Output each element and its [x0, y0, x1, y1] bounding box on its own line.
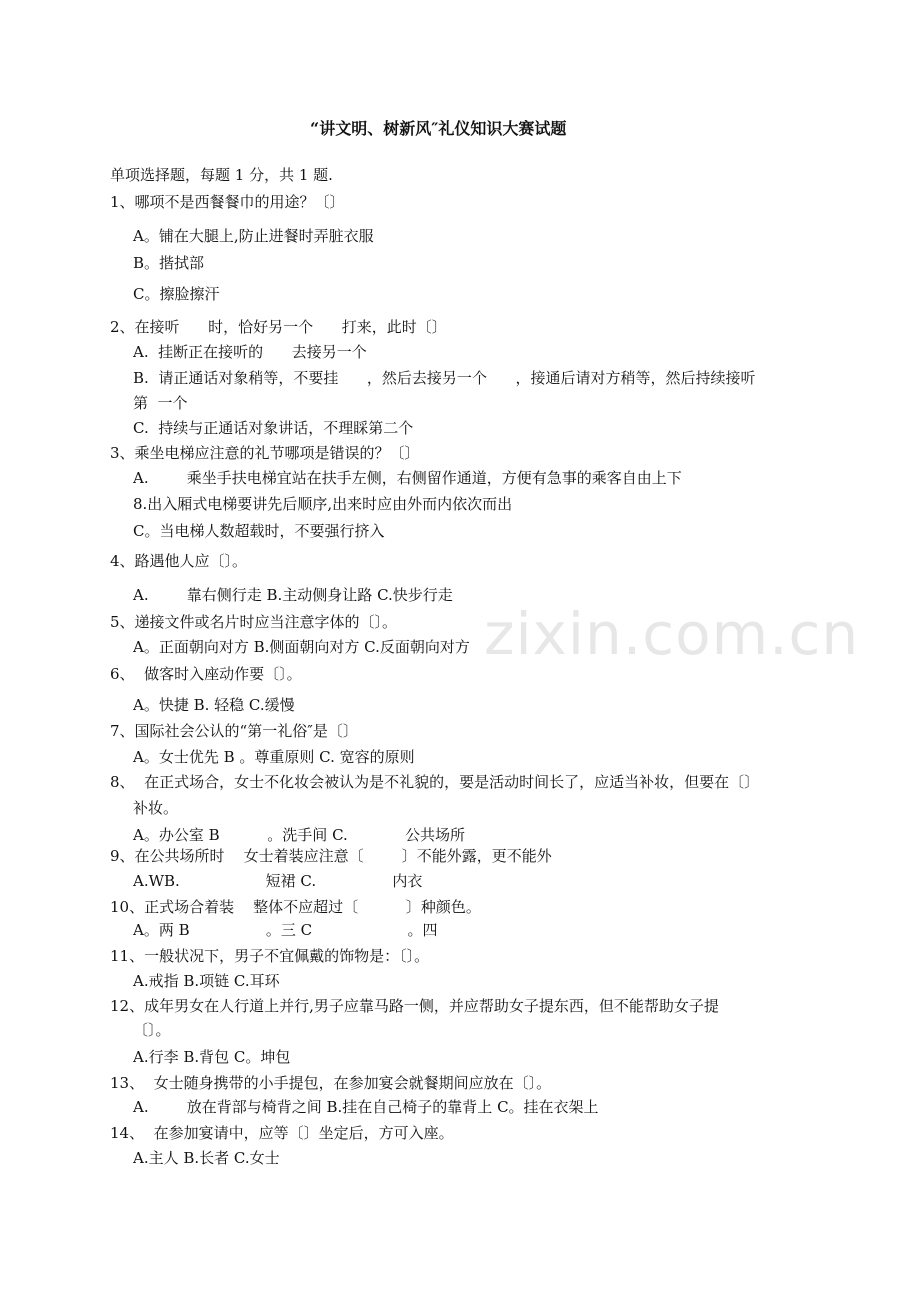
- question-13: 13、 女士随身携带的小手提包，在参加宴会就餐期间应放在〔〕。: [110, 1074, 552, 1092]
- option: A。正面朝向对方 B.侧面朝向对方 C.反面朝向对方: [133, 638, 470, 656]
- option: A. 乘坐手扶电梯宜站在扶手左侧，右侧留作通道，方便有急事的乘客自由上下: [133, 469, 682, 487]
- question-2: 2、在接听 时，恰好另一个 打来，此时〔〕: [110, 318, 447, 336]
- option: A。两 B 。三 C 。四: [133, 921, 438, 939]
- option: A.行李 B.背包 C。坤包: [133, 1048, 291, 1066]
- question-7: 7、国际社会公认的“第一礼俗″是〔〕: [110, 722, 358, 740]
- option-continuation: 第 一个: [133, 394, 188, 412]
- question-5: 5、递接文件或名片时应当注意字体的〔〕。: [110, 613, 398, 631]
- option: A。铺在大腿上,防止进餐时弄脏衣服: [133, 227, 374, 245]
- option: A.戒指 B.项链 C.耳环: [133, 972, 280, 990]
- option: B。揩拭部: [133, 254, 205, 272]
- question-14: 14、 在参加宴请中，应等〔〕坐定后，方可入座。: [110, 1124, 454, 1142]
- option: A。办公室 B 。洗手间 C. 公共场所: [133, 826, 466, 844]
- option: C。擦脸擦汗: [133, 285, 220, 303]
- option: C。当电梯人数超载时，不要强行挤入: [133, 522, 385, 540]
- option: A.WB. 短裙 C. 内衣: [133, 872, 423, 890]
- question-6: 6、 做客时入座动作要〔〕。: [110, 665, 302, 683]
- option: 8.出入厢式电梯要讲先后顺序,出来时应由外而内依次而出: [133, 495, 513, 513]
- question-1: 1、哪项不是西餐餐巾的用途？〔〕: [110, 193, 345, 211]
- option: A。女士优先 B 。尊重原则 C. 宽容的原则: [133, 748, 415, 766]
- question-8: 8、 在正式场合，女士不化妆会被认为是不礼貌的，要是活动时间长了，应适当补妆，但要在〔〕: [110, 773, 760, 791]
- question-3: 3、乘坐电梯应注意的礼节哪项是错误的？〔〕: [110, 444, 420, 462]
- question-4: 4、路遇他人应〔〕。: [110, 552, 248, 570]
- option: A.主人 B.长者 C.女士: [133, 1149, 280, 1167]
- watermark: zixin.com.cn: [484, 600, 860, 668]
- question-11: 11、一般状况下，男子不宜佩戴的饰物是：〔〕。: [110, 947, 430, 965]
- option: A。快捷 B. 轻稳 C.缓慢: [133, 696, 295, 714]
- option: A. 放在背部与椅背之间 B.挂在自己椅子的靠背上 C。挂在衣架上: [133, 1098, 599, 1116]
- option: B. 请正通话对象稍等，不要挂 ，然后去接另一个 ，接通后请对方稍等，然后持续接听: [133, 369, 756, 387]
- option: A. 靠右侧行走 B.主动侧身让路 C.快步行走: [133, 586, 453, 604]
- document-title: “讲文明、树新风″礼仪知识大赛试题: [310, 119, 567, 138]
- question-9: 9、在公共场所时 女士着装应注意〔 〕不能外露，更不能外: [110, 847, 552, 865]
- question-12: 12、成年男女在人行道上并行,男子应靠马路一侧，并应帮助女子提东西，但不能帮助女子提: [110, 997, 719, 1015]
- question-continuation: 〔〕。: [133, 1021, 171, 1039]
- instructions: 单项选择题，每题 1 分，共 1 题.: [110, 166, 333, 184]
- question-10: 10、正式场合着装 整体不应超过〔 〕种颜色。: [110, 898, 481, 916]
- question-continuation: 补妆。: [133, 799, 179, 817]
- option: A. 挂断正在接听的 去接另一个: [133, 343, 367, 361]
- option: C. 持续与正通话对象讲话，不理睬第二个: [133, 419, 414, 437]
